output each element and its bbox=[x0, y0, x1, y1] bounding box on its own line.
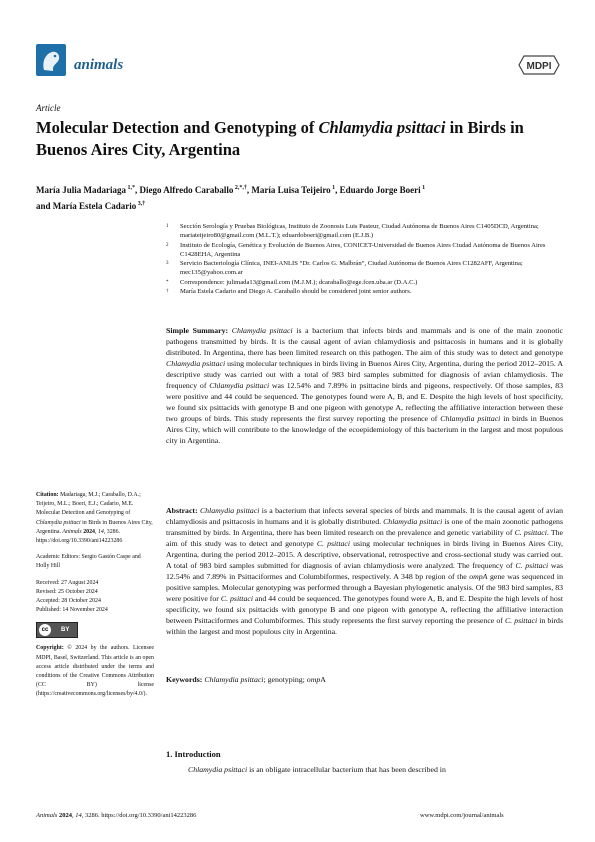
article-title bbox=[36, 117, 561, 161]
abstract-segment: in birds within the largest and most populous city in Argentina. bbox=[166, 616, 563, 636]
author-name[interactable]: Diego Alfredo Caraballo bbox=[139, 185, 234, 195]
journal-logo-icon bbox=[36, 44, 66, 76]
author-name[interactable]: and María Estela Cadario bbox=[36, 201, 137, 211]
footer-citation bbox=[36, 812, 196, 819]
author-affiliation-marker: 1,* bbox=[126, 185, 135, 191]
citation-segment: Chlamydia psittaci bbox=[36, 519, 81, 526]
simple-summary-text bbox=[166, 326, 563, 445]
citation-segment: in Birds in Buenos Aires City, Argentina. bbox=[36, 519, 153, 535]
author-affiliation-marker: 3,† bbox=[136, 201, 146, 207]
abstract-segment: C. psittaci bbox=[515, 561, 549, 570]
affiliation-item bbox=[166, 241, 566, 260]
affiliation-text: María Estela Cadario and Diego A. Caraballo should be considered joint senior authors. bbox=[180, 288, 412, 296]
footer-journal-url[interactable]: www.mdpi.com/journal/animals bbox=[420, 812, 504, 819]
citation-segment: Madariaga, M.J.; Caraballo, D.A.; Teijeiro, M.L.; Boeri, E.J.; Cadario, M.E. Molecular Detection and Genotyping of bbox=[36, 492, 141, 517]
footer-segment: , 3286. https://doi.org/10.3390/ani14223286 bbox=[81, 812, 197, 819]
affiliation-marker: † bbox=[166, 289, 169, 295]
abstract bbox=[166, 505, 563, 637]
copyright-block bbox=[36, 644, 154, 699]
abstract-segment: C. psittaci bbox=[514, 528, 547, 537]
author-affiliation-marker: 2,*,† bbox=[233, 185, 247, 191]
affiliation-text: Instituto de Ecología, Genética y Evolución de Buenos Aires, CONICET-Universidad de Buenos Aires Ciudad Autónoma de Buenos Aires C1428EHA, Argentina bbox=[180, 241, 546, 258]
publication-dates bbox=[36, 579, 154, 616]
affiliation-marker: * bbox=[166, 279, 169, 285]
cc-label: cc bbox=[39, 624, 51, 636]
affiliation-marker: 2 bbox=[166, 242, 169, 248]
author-name[interactable]: María Julia Madariaga bbox=[36, 185, 126, 195]
author-list bbox=[36, 181, 561, 213]
abstract-segment: using molecular techniques in birds living in Buenos Aires City, Argentina, during the period 2012–2015. A descriptive, observational, retrospective and cross-sectional study was carried out. A total of 983 bird samples submitted for diagnosis of avian chlamydiosis were analyzed. The frequency of bbox=[166, 539, 564, 570]
simple-summary-segment: is a bacterium that infects birds and mammals and is one of the main zoonotic pathogens transmitted by birds. It is the causal agent of avian chlamydiosis and psittacosis in humans and it is globally distributed. In Argentina, there has been limited research on this pathogen. The aim of this study was to detect and genotype bbox=[166, 326, 564, 357]
affiliation-text: Sección Serología y Pruebas Biológicas, Instituto de Zoonosis Luis Pasteur, Ciudad Autónoma de Buenos Aires C1405DCD, Argentina; mariateijeiro80@gmail.com (M.L.T.); eduardoboeri@gmail.com (E.J.B.) bbox=[180, 223, 539, 240]
affiliation-text: Correspondence: julimada13@gmail.com (M.J.M.); dcaraballo@ege.fcen.uba.ar (D.A.C.) bbox=[180, 278, 418, 286]
abstract-segment: C. psittaci bbox=[220, 594, 253, 603]
affiliation-text: Servicio Bacteriología Clínica, INEI-ANLIS “Dr. Carlos G. Malbrán”, Ciudad Autónoma de Buenos Aires C1282AFF, Argentina; mec135@yahoo.com.ar bbox=[180, 260, 523, 277]
title-italic: Chlamydia psittaci bbox=[318, 118, 446, 137]
abstract-segment: C. psittaci bbox=[316, 539, 351, 548]
simple-summary bbox=[166, 325, 563, 446]
citation-text bbox=[36, 492, 153, 544]
citation-label: Citation: bbox=[36, 492, 59, 498]
abstract-segment: gene was sequenced in positive samples. Molecular genotyping was performed through a Bayesian phylogenetic analysis. Of the 983 bird samples, 83 were positive for bbox=[166, 572, 563, 603]
keyword-segment: ; genotyping; bbox=[263, 675, 307, 684]
introduction-segment: Chlamydia psittaci bbox=[188, 765, 248, 774]
abstract-segment: was 12.54% and 7.89% in Psittaciformes and Columbiformes, respectively. A 348 bp region of the bbox=[166, 561, 563, 581]
keyword-segment: omp bbox=[306, 675, 321, 684]
keywords-label: Keywords: bbox=[166, 675, 203, 684]
simple-summary-segment: Chlamydia psittaci bbox=[166, 359, 226, 368]
publisher-name: MDPI bbox=[526, 61, 552, 72]
section-heading-introduction: 1. Introduction bbox=[166, 749, 221, 759]
title-part-2: in Birds in Buenos Aires City, Argentina bbox=[36, 118, 524, 159]
abstract-segment: ompA bbox=[469, 572, 488, 581]
publication-date: Revised: 25 October 2024 bbox=[36, 588, 98, 595]
introduction-paragraph bbox=[166, 764, 563, 775]
author-affiliation-marker: 1 bbox=[330, 185, 336, 191]
abstract-segment: . The aim of this study was to detect and genotype bbox=[166, 528, 563, 548]
simple-summary-segment: was 12.54% and 7.89% in psittacine birds and pigeons, respectively. Of those samples, 83 were positive and 44 could be sequenced. The genotypes found were A, B, and E. Despite the high levels of host specificity, we found six psittacids with genotype B and one pigeon with genotype A, reflecting the affiliative interaction between these two groups of birds. This study represents the first survey reporting the presence of bbox=[166, 381, 563, 423]
publisher-logo bbox=[518, 55, 560, 75]
keyword-segment: Chlamydia psittaci bbox=[204, 675, 264, 684]
affiliation-marker: 3 bbox=[166, 261, 169, 267]
simple-summary-segment: in birds in Buenos Aires City, which will contribute to the knowledge of the ecoepidemiology of this bacterium in the largest and most populous city in Argentina. bbox=[166, 414, 563, 445]
citation-segment: 14 bbox=[97, 528, 104, 535]
publication-date: Published: 14 November 2024 bbox=[36, 607, 108, 614]
abstract-segment: Chlamydia psittaci bbox=[383, 517, 443, 526]
author-separator: , bbox=[335, 185, 340, 195]
affiliations bbox=[166, 222, 566, 296]
citation-segment: , 3286. https://doi.org/10.3390/ani14223286 bbox=[36, 528, 123, 545]
abstract-segment: and 44 could be sequenced. The genotypes found were A, B, and E. Despite the high levels of host specificity, we found six psittacids with genotype B and one pigeon with genotype A, reflecting the affiliative interaction between Psittaciformes and Columbiformes. This study represents the first survey reporting the presence of bbox=[166, 594, 563, 625]
simple-summary-segment: Chlamydia psittaci bbox=[209, 381, 270, 390]
simple-summary-label: Simple Summary: bbox=[166, 326, 229, 335]
keywords bbox=[166, 674, 563, 685]
affiliation-item bbox=[166, 287, 566, 296]
affiliation-marker: 1 bbox=[166, 224, 169, 229]
journal-name: animals bbox=[74, 57, 124, 73]
academic-editors: Academic Editors: Sergio Gastón Caspe and Holly Hill bbox=[36, 554, 141, 570]
citation-block bbox=[36, 491, 154, 546]
author-name[interactable]: María Luisa Teijeiro bbox=[251, 185, 331, 195]
author-separator: , bbox=[135, 185, 140, 195]
affiliation-item bbox=[166, 222, 566, 241]
affiliation-item bbox=[166, 259, 566, 278]
footer-segment: 14 bbox=[75, 812, 82, 819]
abstract-segment: Chlamydia psittaci bbox=[199, 506, 260, 515]
simple-summary-segment: using molecular techniques in birds living in Buenos Aires City, Argentina, during the period 2012–2015. A descriptive study was carried out with a total of 983 bird samples submitted for diagnosis of avian chlamydiosis. The frequency of bbox=[166, 359, 564, 390]
article-sidebar bbox=[36, 491, 154, 707]
cc-by-license-icon[interactable] bbox=[36, 622, 78, 638]
simple-summary-segment: Chlamydia psittaci bbox=[440, 414, 501, 423]
publication-date: Accepted: 28 October 2024 bbox=[36, 598, 101, 605]
footer-segment: 2024 bbox=[58, 812, 72, 819]
citation-segment: , bbox=[94, 528, 98, 535]
abstract-segment: is a bacterium that infects several species of birds and mammals. It is the causal agent of avian chlamydiosis and psittacosis in humans and it is globally distributed. bbox=[166, 506, 563, 526]
author-separator: , bbox=[246, 185, 252, 195]
title-part-1: Molecular Detection and Genotyping of bbox=[36, 118, 319, 137]
abstract-text bbox=[166, 506, 563, 636]
footer-segment: Animals bbox=[36, 812, 58, 819]
publication-date: Received: 27 August 2024 bbox=[36, 579, 99, 586]
keyword-segment: A bbox=[320, 675, 326, 684]
introduction-segment: is an obligate intracellular bacterium that has been described in bbox=[247, 765, 446, 774]
keywords-text bbox=[202, 675, 325, 684]
abstract-label: Abstract: bbox=[166, 506, 198, 515]
abstract-segment: C. psittaci bbox=[504, 616, 538, 625]
abstract-segment: is one of the main zoonotic pathogens transmitted by birds. In Argentina, there has been limited research on the prevalence and genetic variability of bbox=[166, 517, 563, 537]
author-name[interactable]: Eduardo Jorge Boeri bbox=[339, 185, 421, 195]
copyright-text: © 2024 by the authors. Licensee MDPI, Basel, Switzerland. This article is an open access article distributed under the terms and conditions of the Creative Commons Attribution (CC BY) license (https://creativecommons.org/licenses/by/4.0/). bbox=[36, 645, 154, 698]
article-type: Article bbox=[36, 103, 61, 113]
author-affiliation-marker: 1 bbox=[420, 185, 426, 191]
copyright-label: Copyright: bbox=[36, 645, 64, 652]
citation-segment: Animals bbox=[62, 528, 82, 535]
affiliation-item bbox=[166, 278, 566, 287]
footer-segment: , bbox=[71, 812, 76, 819]
citation-segment: 2024 bbox=[83, 528, 95, 535]
cc-by-label: BY bbox=[61, 626, 70, 633]
simple-summary-segment: Chlamydia psittaci bbox=[231, 326, 293, 335]
